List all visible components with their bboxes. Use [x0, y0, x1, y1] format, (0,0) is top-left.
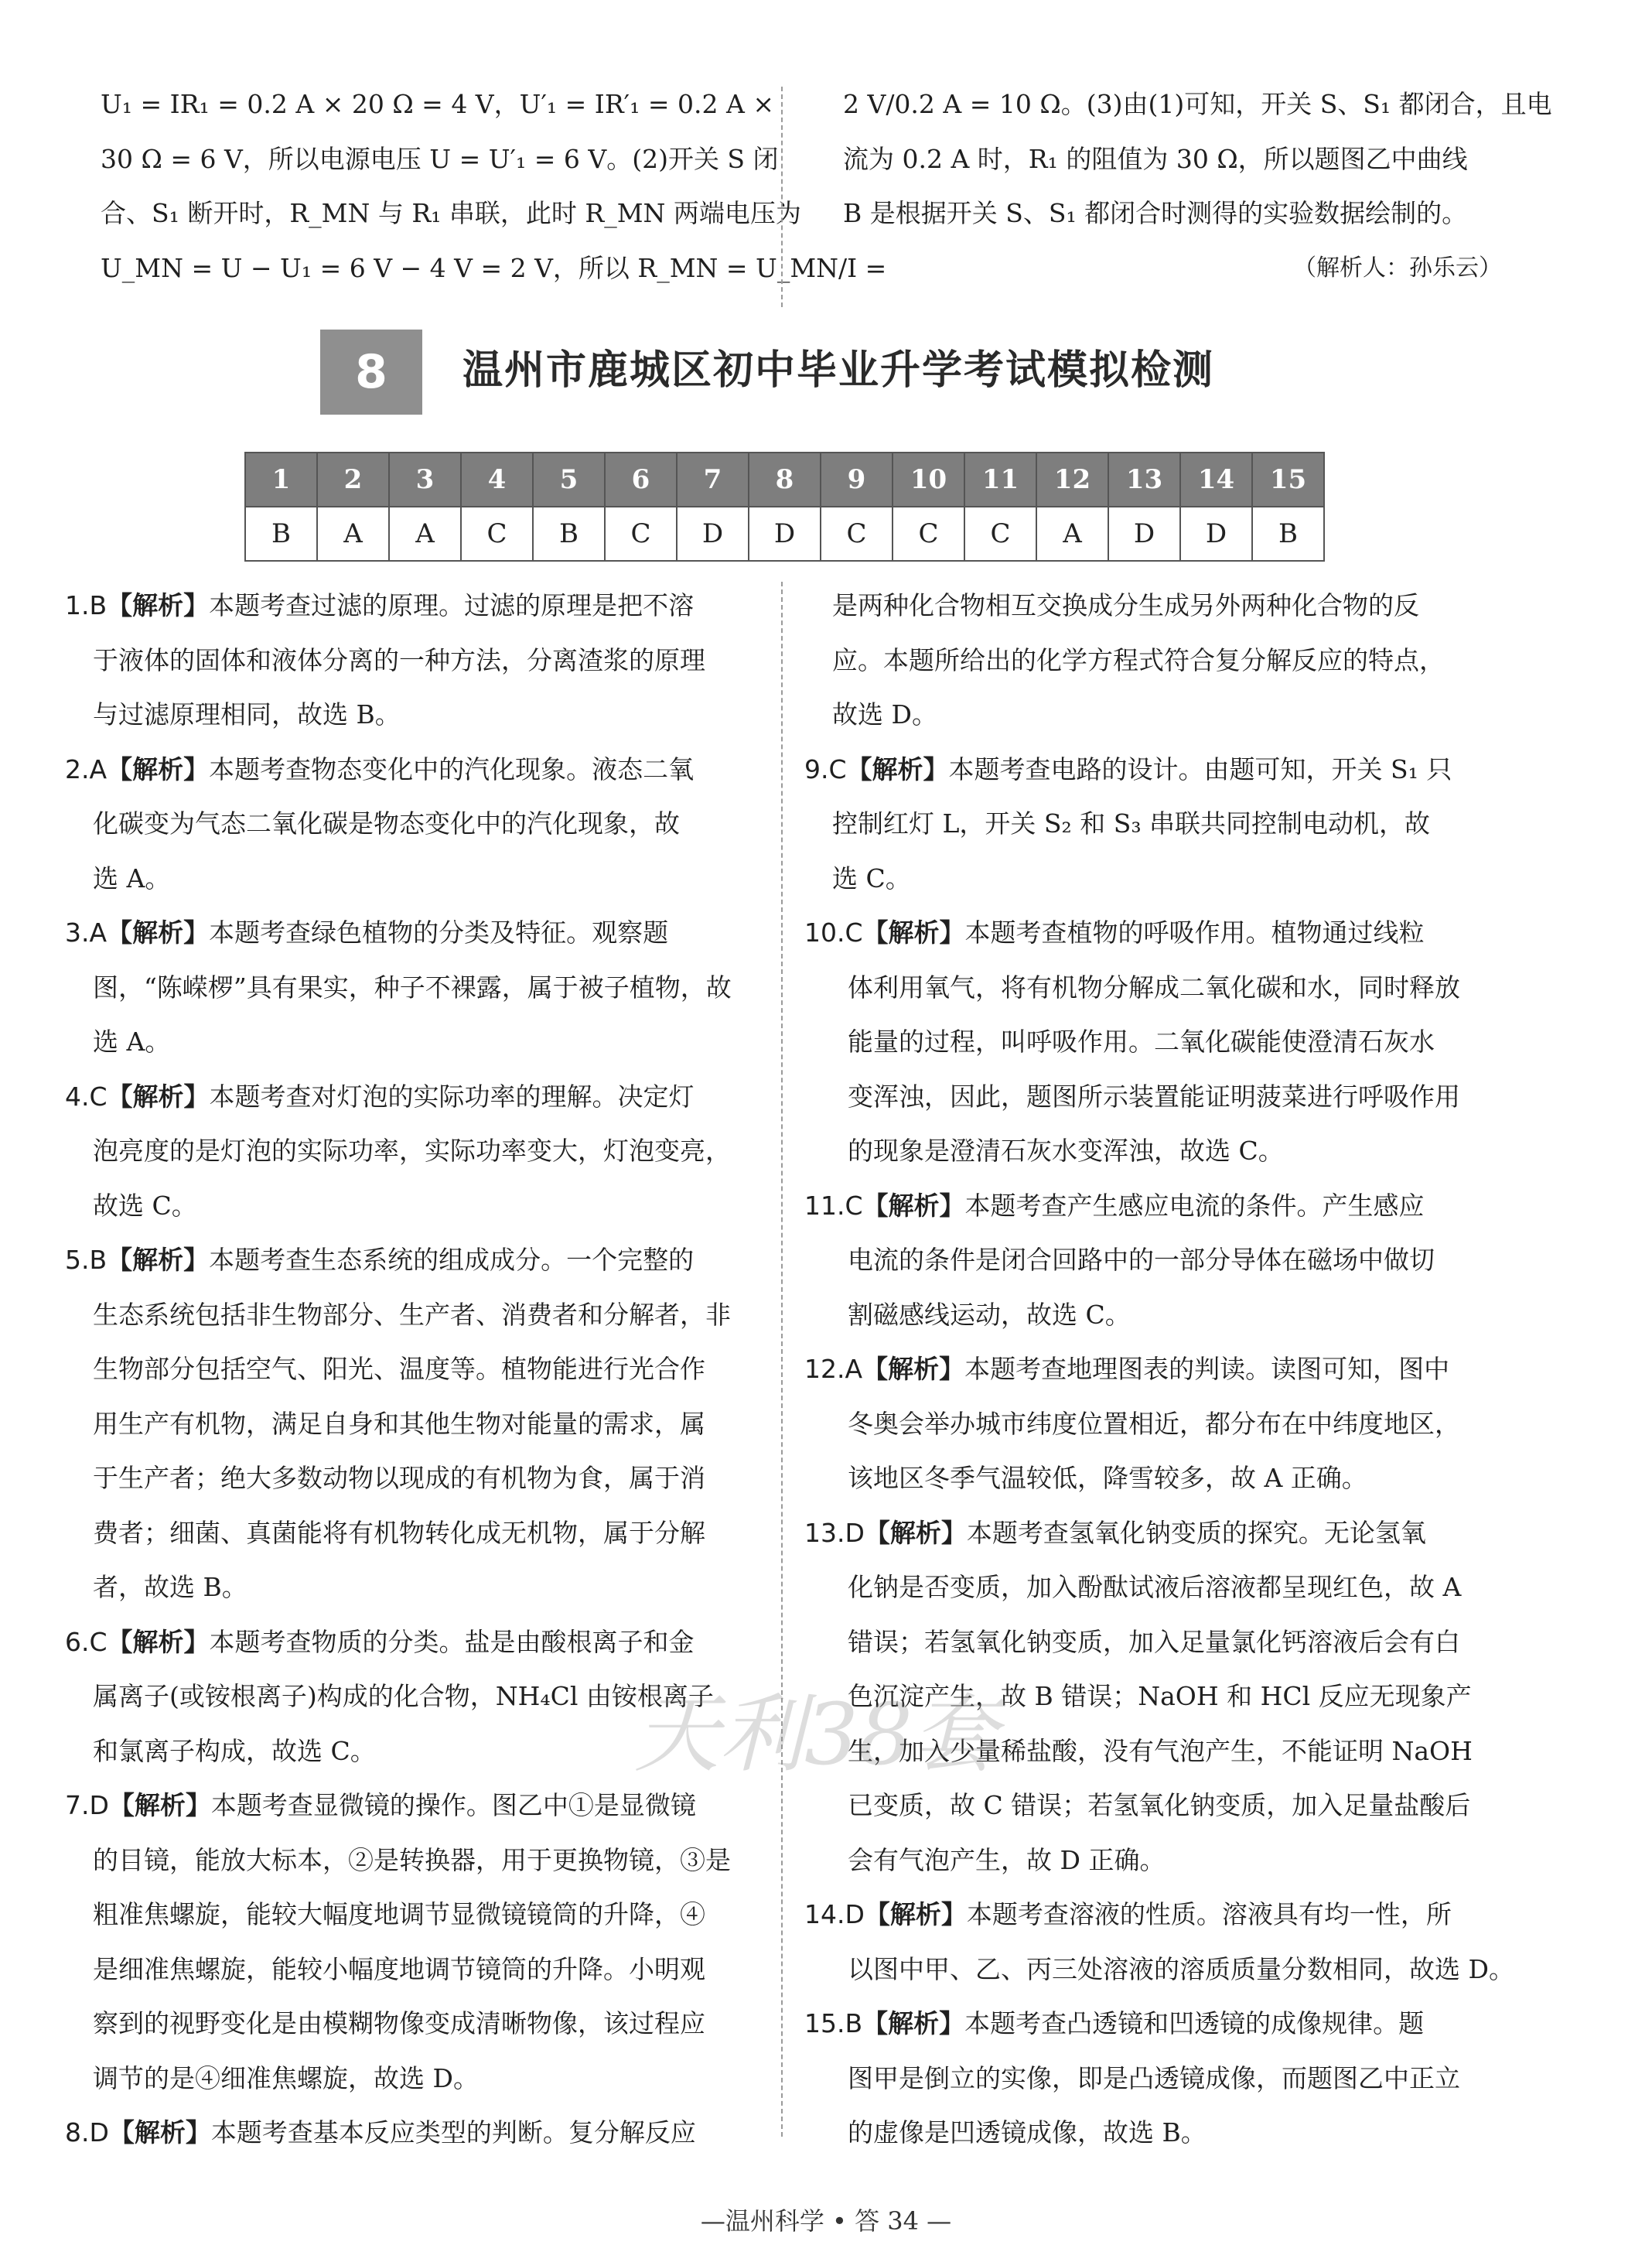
item-text: 本题考查溶液的性质。溶液具有均一性，所	[966, 1899, 1452, 1929]
text-line: 生物部分包括空气、阳光、温度等。植物能进行光合作	[93, 1354, 705, 1384]
item-number: 14.D	[804, 1899, 865, 1929]
item-number: 12.A	[804, 1354, 863, 1384]
analysis-tag: 【解析】	[107, 917, 210, 948]
answer-table-answer-cell: D	[749, 507, 821, 561]
left-column	[65, 579, 761, 2161]
answer-table-number-cell: 7	[677, 453, 749, 507]
text-line: 的虚像是凹透镜成像，故选 B。	[848, 2117, 1207, 2148]
answer-explanation-item	[65, 743, 761, 907]
text-line: 已变质，故 C 错误；若氢氧化钠变质，加入足量盐酸后	[848, 1790, 1471, 1820]
text-line: U_MN = U − U₁ = 6 V − 4 V = 2 V，所以 R_MN = U_MN/I =	[101, 252, 887, 283]
answer-table-number-cell: 10	[893, 453, 964, 507]
analysis-tag: 【解析】	[107, 1626, 210, 1657]
credit-line: （解析人：孙乐云）	[1293, 254, 1502, 282]
answer-table-header-row	[245, 453, 1324, 507]
text-line: 于液体的固体和液体分离的一种方法，分离渣浆的原理	[93, 644, 705, 675]
item-number: 8.D	[65, 2117, 109, 2148]
answer-table-number-cell: 15	[1252, 453, 1324, 507]
text-line: 错误；若氢氧化钠变质，加入足量氯化钙溶液后会有白	[848, 1626, 1460, 1657]
text-line	[804, 1179, 1508, 1234]
answer-explanation-item	[65, 2106, 761, 2161]
text-line: 的现象是澄清石灰水变浑浊，故选 C。	[848, 1136, 1284, 1166]
item-text: 本题考查凸透镜和凹透镜的成像规律。题	[964, 2008, 1425, 2038]
text-line: 控制红灯 L，开关 S₂ 和 S₃ 串联共同控制电动机，故	[832, 808, 1431, 839]
text-line: 和氯离子构成，故选 C。	[93, 1735, 376, 1766]
answer-table-number-cell: 6	[605, 453, 677, 507]
text-line	[65, 2106, 761, 2161]
text-line	[804, 743, 1508, 798]
page-footer: —温州科学 • 答 34 —	[700, 2206, 952, 2236]
text-line	[65, 1070, 761, 1125]
analysis-tag: 【解析】	[862, 2008, 965, 2038]
analysis-tag: 【解析】	[108, 2117, 211, 2148]
answer-explanation-item	[65, 1070, 761, 1234]
text-line: 是细准焦螺旋，能较小幅度地调节镜筒的升降。小明观	[93, 1953, 705, 1984]
text-line: B 是根据开关 S、S₁ 都闭合时测得的实验数据绘制的。	[843, 198, 1468, 228]
text-line: 故选 D。	[832, 699, 937, 730]
answer-table-number-cell: 1	[245, 453, 317, 507]
text-line: 化钠是否变质，加入酚酞试液后溶液都呈现红色，故 A	[848, 1572, 1462, 1602]
answer-explanation-item	[804, 1179, 1508, 1343]
answer-explanation-item	[65, 906, 761, 1070]
text-line	[65, 1615, 761, 1670]
answer-table-number-cell: 12	[1036, 453, 1108, 507]
text-line: 以图中甲、乙、丙三处溶液的溶质质量分数相同，故选 D。	[848, 1953, 1514, 1984]
answer-explanation-item	[804, 906, 1508, 1179]
right-column	[804, 579, 1514, 2161]
text-line: 图甲是倒立的实像，即是凸透镜成像，而题图乙中正立	[848, 2062, 1460, 2093]
analysis-tag: 【解析】	[846, 753, 949, 784]
item-text: 本题考查电路的设计。由题可知，开关 S₁ 只	[948, 753, 1452, 784]
text-line	[65, 906, 761, 961]
item-number: 1.B	[65, 590, 108, 620]
analysis-tag: 【解析】	[107, 1245, 210, 1275]
item-text: 本题考查物质的分类。盐是由酸根离子和金	[209, 1626, 695, 1657]
text-line: 属离子(或铵根离子)构成的化合物，NH₄Cl 由铵根离子	[93, 1681, 714, 1711]
answer-table-number-cell: 5	[533, 453, 605, 507]
answer-explanation-item	[804, 743, 1508, 907]
answer-table-answer-cell: A	[389, 507, 461, 561]
answer-table-number-cell: 13	[1108, 453, 1180, 507]
answer-table-answer-cell: C	[893, 507, 964, 561]
answer-explanation-item	[65, 1615, 761, 1779]
answer-table-answer-cell: D	[1180, 507, 1252, 561]
text-line: 体利用氧气，将有机物分解成二氧化碳和水，同时释放	[848, 972, 1460, 1003]
text-line: 流为 0.2 A 时，R₁ 的阻值为 30 Ω，所以题图乙中曲线	[843, 143, 1468, 174]
text-line	[65, 743, 761, 798]
answer-table-answer-cell: C	[605, 507, 677, 561]
column-divider	[781, 582, 783, 2137]
text-line: 割磁感线运动，故选 C。	[848, 1299, 1131, 1330]
text-line: 的目镜，能放大标本，②是转换器，用于更换物镜，③是	[93, 1844, 731, 1875]
item-number: 3.A	[65, 917, 108, 948]
answer-table-answer-cell: A	[1036, 507, 1108, 561]
answer-table-number-cell: 9	[821, 453, 893, 507]
text-line: 色沉淀产生，故 B 错误；NaOH 和 HCl 反应无现象产	[848, 1681, 1472, 1711]
answer-explanation-item	[65, 1233, 761, 1615]
answer-table-number-cell: 4	[461, 453, 533, 507]
answer-table-answer-cell: B	[245, 507, 317, 561]
continued-explanation	[804, 579, 1508, 743]
item-number: 9.C	[804, 753, 847, 784]
text-line: U₁ = IR₁ = 0.2 A × 20 Ω = 4 V，U′₁ = IR′₁ = 0.2 A ×	[101, 89, 774, 119]
text-line: 电流的条件是闭合回路中的一部分导体在磁场中做切	[848, 1245, 1435, 1275]
text-line: 于生产者；绝大多数动物以现成的有机物为食，属于消	[93, 1463, 705, 1493]
text-line: 是两种化合物相互交换成分生成另外两种化合物的反	[832, 590, 1419, 620]
answer-table-answer-cell: D	[1108, 507, 1180, 561]
top-left-text	[101, 77, 887, 296]
analysis-tag: 【解析】	[107, 1081, 210, 1112]
text-line: 2 V/0.2 A = 10 Ω。(3)由(1)可知，开关 S、S₁ 都闭合，且电	[843, 89, 1552, 119]
item-number: 10.C	[804, 917, 863, 948]
text-line: 会有气泡产生，故 D 正确。	[848, 1844, 1166, 1875]
analysis-tag: 【解析】	[107, 753, 210, 784]
item-text: 本题考查基本反应类型的判断。复分解反应	[210, 2117, 696, 2148]
analysis-tag: 【解析】	[107, 590, 210, 620]
top-right-text	[843, 77, 1552, 296]
item-number: 6.C	[65, 1626, 108, 1657]
item-number: 13.D	[804, 1517, 865, 1548]
answer-table-number-cell: 11	[964, 453, 1036, 507]
text-line	[804, 1506, 1508, 1561]
answer-explanation-item	[804, 1997, 1508, 2161]
item-text: 本题考查过滤的原理。过滤的原理是把不溶	[209, 590, 695, 620]
item-number: 15.B	[804, 2008, 863, 2038]
analysis-tag: 【解析】	[864, 1517, 967, 1548]
answer-explanation-item	[65, 1779, 761, 2106]
answer-explanation-item	[65, 579, 761, 743]
answer-table-number-cell: 2	[317, 453, 389, 507]
text-line: 该地区冬季气温较低，降雪较多，故 A 正确。	[848, 1463, 1367, 1493]
item-text: 本题考查对灯泡的实际功率的理解。决定灯	[209, 1081, 695, 1112]
text-line	[804, 1888, 1508, 1943]
text-line: 泡亮度的是灯泡的实际功率，实际功率变大，灯泡变亮，	[93, 1136, 731, 1166]
item-number: 2.A	[65, 753, 108, 784]
text-line: 冬奥会举办城市纬度位置相近，都分布在中纬度地区，	[848, 1408, 1460, 1439]
answer-table-value-row	[245, 507, 1324, 561]
answer-table-answer-cell: D	[677, 507, 749, 561]
column-divider	[781, 87, 783, 307]
text-line: 30 Ω = 6 V，所以电源电压 U = U′₁ = 6 V。(2)开关 S 闭	[101, 143, 779, 174]
text-line: 能量的过程，叫呼吸作用。二氧化碳能使澄清石灰水	[848, 1027, 1435, 1057]
item-text: 本题考查显微镜的操作。图乙中①是显微镜	[210, 1790, 696, 1820]
item-number: 11.C	[804, 1190, 863, 1221]
answer-table	[244, 452, 1325, 562]
item-text: 本题考查氢氧化钠变质的探究。无论氢氧	[966, 1517, 1426, 1548]
text-line	[65, 579, 761, 634]
answer-table-answer-cell: C	[461, 507, 533, 561]
text-line: 生，加入少量稀盐酸，没有气泡产生，不能证明 NaOH	[848, 1735, 1473, 1766]
text-line	[804, 1997, 1508, 2052]
text-line: 图，“陈嵘椤”具有果实，种子不裸露，属于被子植物，故	[93, 972, 732, 1003]
answer-explanation-item	[804, 1888, 1514, 1997]
text-line: 粗准焦螺旋，能较大幅度地调节显微镜镜筒的升降，④	[93, 1899, 705, 1929]
text-line	[804, 1342, 1508, 1397]
text-line: 费者；细菌、真菌能将有机物转化成无机物，属于分解	[93, 1517, 705, 1548]
text-line	[65, 1233, 761, 1288]
item-text: 本题考查地理图表的判读。读图可知，图中	[964, 1354, 1450, 1384]
answer-table-answer-cell: C	[964, 507, 1036, 561]
text-line: 调节的是④细准焦螺旋，故选 D。	[93, 2062, 479, 2093]
text-line: 应。本题所给出的化学方程式符合复分解反应的特点，	[832, 644, 1445, 675]
text-line: 故选 C。	[93, 1190, 197, 1221]
item-number: 7.D	[65, 1790, 109, 1820]
text-line: 生态系统包括非生物部分、生产者、消费者和分解者，非	[93, 1299, 731, 1330]
item-text: 本题考查产生感应电流的条件。产生感应	[964, 1190, 1425, 1221]
text-line: 察到的视野变化是由模糊物像变成清晰物像，该过程应	[93, 2008, 705, 2038]
analysis-tag: 【解析】	[864, 1899, 967, 1929]
text-line	[804, 906, 1508, 961]
text-line: 用生产有机物，满足自身和其他生物对能量的需求，属	[93, 1408, 705, 1439]
answer-table-number-cell: 3	[389, 453, 461, 507]
text-line: 与过滤原理相同，故选 B。	[93, 699, 401, 730]
item-text: 本题考查绿色植物的分类及特征。观察题	[209, 917, 669, 948]
answer-table-number-cell: 8	[749, 453, 821, 507]
text-line: 变浑浊，因此，题图所示装置能证明菠菜进行呼吸作用	[848, 1081, 1460, 1112]
answer-explanation-item	[804, 1342, 1508, 1506]
item-text: 本题考查生态系统的组成成分。一个完整的	[209, 1245, 695, 1275]
item-text: 本题考查物态变化中的汽化现象。液态二氧	[209, 753, 695, 784]
analysis-tag: 【解析】	[862, 1190, 965, 1221]
text-line: 选 C。	[832, 863, 911, 894]
item-number: 5.B	[65, 1245, 108, 1275]
answer-table-number-cell: 14	[1180, 453, 1252, 507]
answer-table-answer-cell: A	[317, 507, 389, 561]
text-line: 者，故选 B。	[93, 1572, 247, 1602]
text-line	[65, 1779, 761, 1833]
watermark-text: 天利38套	[634, 1685, 998, 1784]
analysis-tag: 【解析】	[862, 917, 965, 948]
answer-table-answer-cell: B	[533, 507, 605, 561]
section-title: 温州市鹿城区初中毕业升学考试模拟检测	[462, 347, 1215, 394]
text-line: 选 A。	[93, 863, 171, 894]
section-number-badge: 8	[320, 330, 422, 415]
answer-table-answer-cell: B	[1252, 507, 1324, 561]
text-line: 化碳变为气态二氧化碳是物态变化中的汽化现象，故	[93, 808, 680, 839]
answer-explanation-item	[804, 1506, 1508, 1888]
item-number: 4.C	[65, 1081, 108, 1112]
analysis-tag: 【解析】	[862, 1354, 965, 1384]
text-line: 选 A。	[93, 1027, 171, 1057]
item-text: 本题考查植物的呼吸作用。植物通过线粒	[964, 917, 1425, 948]
text-line: 合、S₁ 断开时，R_MN 与 R₁ 串联，此时 R_MN 两端电压为	[101, 198, 801, 228]
analysis-tag: 【解析】	[108, 1790, 211, 1820]
answer-table-answer-cell: C	[821, 507, 893, 561]
